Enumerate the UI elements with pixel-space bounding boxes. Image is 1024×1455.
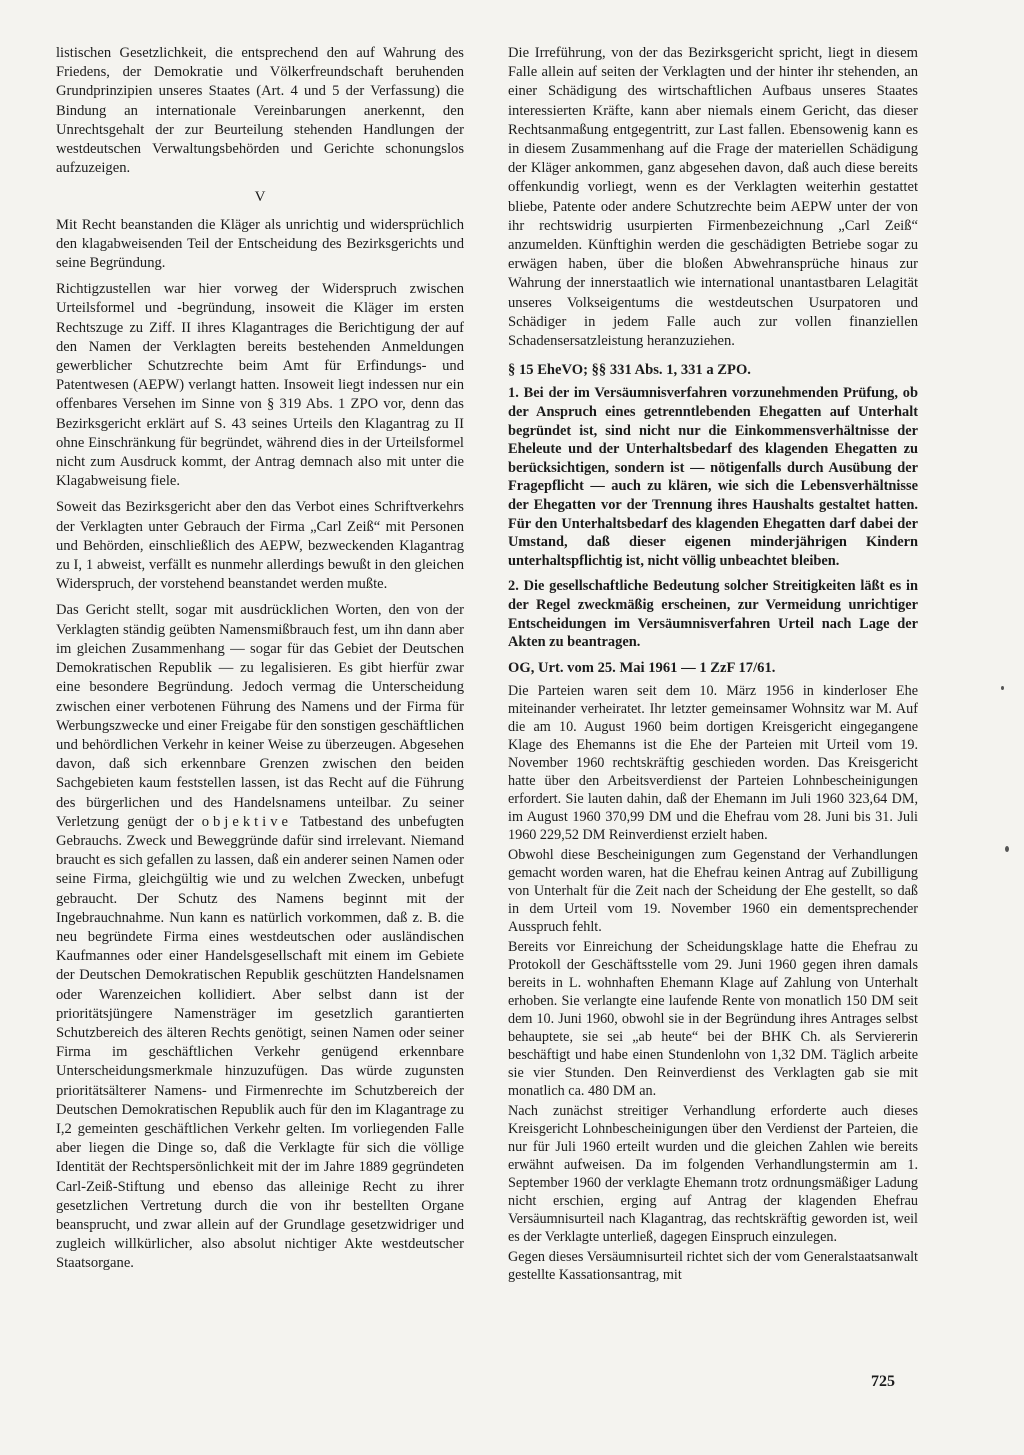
paragraph [56, 601, 464, 1273]
law-heading: § 15 EheVO; §§ 331 Abs. 1, 331 a ZPO. [508, 362, 751, 379]
scan-speck [1005, 846, 1009, 852]
headnote-1: 1. Bei der im Versäumnisverfahren vorzunehmenden Prüfung, ob der Anspruch eines getrenntlebenden Ehegatten auf Unterhalt begründet ist, sind nicht nur die Einkommensverhältnisse der Eheleute und der Unterhaltsbedarf des klagenden Ehegatten zu berücksichtigen, sondern ist — nötigenfalls durch Ausübung der Fragepflicht — auch zu klären, wie sich die Lebensverhältnisse der Ehegatten vor der Trennung ihres Haushalts gestaltet hatten. Für den Unterhaltsbedarf des klagenden Ehegatten darf dabei der Umstand, daß dieser eigenen minderjährigen Kindern unterhaltspflichtig ist, nicht völlig unbeachtet bleiben. [508, 385, 918, 569]
paragraph: Bereits vor Einreichung der Scheidungsklage hatte die Ehefrau zu Protokoll der Geschäftsstelle vom 29. Juni 1960 gegen ihren damals bereits in L. wohnhaften Ehemann Klage auf Zahlung von Unterhalt erhoben. Sie verlangte eine laufende Rente von monatlich 150 DM seit dem 10. Juni 1960, obwohl sie in der Begründung ihres Antrages selbst behauptete, sie sei „ab heute“ bei der BHK Ch. als Serviererin beschäftigt und habe einen Stundenlohn von 1,32 DM. Täglich arbeite sie vier Stunden. Den Reinverdienst des Verklagten gab sie mit monatlich ca. 480 DM an. [508, 938, 918, 1099]
paragraph: Nach zunächst streitiger Verhandlung erforderte auch dieses Kreisgericht Lohnbescheinigungen über den Verdienst der Parteien, die nur für Juli 1960 erteilt wurden und die gleichen Zahlen wie bereits erwähnt aufweisen. Da im folgenden Verhandlungstermin am 1. September 1960 der verklagte Ehemann trotz ordnungsmäßiger Ladung nicht erschien, erging auf Antrag der klagenden Ehefrau Versäumnisurteil nach Klagantrag, das rechtskräftig geworden ist, weil es der Verklagte unterließ, dagegen Einspruch einzulegen. [508, 1102, 918, 1245]
text-run: Tatbestand des unbefugten Gebrauchs. Zweck und Beweggründe dafür sind irrelevant. Niemand braucht es sich gefallen zu lassen, daß ein anderer seinen Namen oder seine Firma, gleichgültig wie und zu welchen Zwecken, unbefugt gebraucht. Der Schutz des Namens beginnt mit der Ingebrauchnahme. Nun kann es natürlich vorkommen, daß z. B. die neu begründete Firma eines westdeutschen oder ausländischen Kaufmannes oder einer Handelsgesellschaft mit einem im Gebiete der Deutschen Demokratischen Republik geschützten Handelsnamen oder Warenzeichen kollidiert. Aber selbst dann ist der prioritätsjüngere Namensträger im gesetzlich garantierten Schutzbereich des älteren Rechts genötigt, seinen Namen oder seiner Firma im geschäftlichen Verkehr genügend erkennbare Unterscheidungsmerkmale hinzuzufügen. Das würde zugunsten prioritätsälterer Namens- und Firmenrechte im Schutzbereich der Deutschen Demokratischen Republik auch für den im Klagantrage zu I,2 gemeinten geschäftlichen Verkehr gelten. Im vorliegenden Falle aber liegen die Dinge so, daß die Verklagte für sich die völlige Identität der Rechtspersönlichkeit mit der im Jahre 1889 gegründeten Carl-Zeiß-Stiftung und ebenso das alleinige Recht zu ihrer gesetzlichen Vertretung durch die von ihr bestellten Organe beansprucht, und zwar allein auf der Grundlage gesetzwidriger und zugleich willkürlicher, also absolut nichtiger Akte westdeutscher Staatsorgane. [56, 813, 464, 1272]
paragraph: Soweit das Bezirksgericht aber den das Verbot eines Schriftverkehrs der Verklagten unter Gebrauch der Firma „Carl Zeiß“ mit Personen und Behörden, einschließlich des AEPW, bezweckenden Klagantrag zu I, 1 abweist, verfällt es nunmehr allerdings bewußt in den gleichen Widerspruch, der vorstehend beanstandet werden mußte. [56, 499, 464, 593]
paragraph: listischen Gesetzlichkeit, die entsprechend den auf Wahrung des Friedens, der Demokratie und Völkerfreundschaft beruhenden Grundprinzipien unseres Staates (Art. 4 und 5 der Verfassung) die Bindung an internationale Vereinbarungen anerkennt, den Unrechtsgehalt der zur Beurteilung stehenden Handlungen der westdeutschen Verwaltungsbehörden und Gerichte schonungslos aufzuzeigen. [56, 45, 464, 177]
case-text [508, 682, 918, 1284]
court-reference: OG, Urt. vom 25. Mai 1961 — 1 ZzF 17/61. [508, 659, 776, 676]
paragraph: Mit Recht beanstanden die Kläger als unrichtig und widersprüchlich den klagabweisenden Teil der Entscheidung des Bezirksgerichts und seine Begründung. [56, 216, 464, 272]
paragraph: Die Parteien waren seit dem 10. März 1956 in kinderloser Ehe miteinander verheiratet. Ihr letzter gemeinsamer Wohnsitz war M. Auf die am 10. August 1960 beim dortigen Kreisgericht eingegangene Klage des Ehemanns ist die Ehe der Parteien mit Urteil vom 19. November 1960 rechtskräftig geschieden worden. Das Kreisgericht hatte über den Arbeitsverdienst der Parteien Lohnbescheinigungen erfordert. Sie lauten dahin, daß der Ehemann im Juli 1960 323,64 DM, im August 1960 370,99 DM und die Ehefrau vom 28. Juni bis 31. Juli 1960 229,52 DM Reinverdienst erzielt haben. [508, 682, 918, 843]
paragraph: Obwohl diese Bescheinigungen zum Gegenstand der Verhandlungen gemacht worden waren, hat die Ehefrau keinen Antrag auf Zubilligung von Unterhalt für die Zeit nach der Scheidung der Ehe gestellt, so daß in dem Urteil vom 19. November 1960 ein dementsprechender Ausspruch fehlt. [508, 846, 918, 935]
page-number: 725 [871, 1373, 895, 1390]
headnote-2: 2. Die gesellschaftliche Bedeutung solcher Streitigkeiten läßt es in der Regel zweckmäßig erscheinen, zur Vermeidung unrichtiger Entscheidungen im Versäumnisverfahren Urteil nach Lage der Akten zu beantragen. [508, 578, 918, 651]
spaced-emphasis: objektive [201, 813, 293, 830]
paragraph: Die Irreführung, von der das Bezirksgericht spricht, liegt in diesem Falle allein auf seiten der Verklagten und der hinter ihr stehenden, an einer Schädigung des wirtschaftlichen Aufbaus unseres Staates interessierten Kräfte, kann aber niemals einem Gericht, das dieser Rechtsanmaßung entgegentritt, zur Last fallen. Ebensowenig kann es in diesem Zusammenhang auf die Frage der materiellen Schädigung der Kläger ankommen, ganz abgesehen davon, daß auch diese bereits offenkundig vorliegt, wenn es der Verklagten weiterhin gestattet bliebe, Patente oder andere Schutzrechte beim AEPW unter der von ihr rechtswidrig usurpierten Firmenbezeichnung „Carl Zeiß“ anzumelden. Künftighin werden die geschädigten Betriebe sogar zu erwägen haben, über die bloßen Abwehransprüche hinaus zur Wahrung der innerstaatlich wie international unantastbaren Lelagität unseres Volkseigentums die westdeutschen Usurpatoren und Schädiger in jedem Falle auch zur vollen finanziellen Schadensersatzleistung heranzuziehen. [508, 45, 918, 350]
paragraph: Richtigzustellen war hier vorweg der Widerspruch zwischen Urteilsformel und -begründung, insoweit die Kläger im ersten Rechtszuge zu Ziff. II ihres Klagantrages die Berichtigung der auf den Namen der Verklagten bereits bestehenden Anmeldungen gewerblicher Schutzrechte beim Amt für Erfindungs- und Patentwesen (AEPW) verlangt hatten. Insoweit liegt indessen nur ein offenbares Versehen im Sinne von § 319 Abs. 1 ZPO vor, denn das Bezirksgericht erklärt auf S. 43 seines Urteils den Klagantrag zu II ohne Einschränkung für begründet, während dies in der Urteilsformel nicht zum Ausdruck kommt, der Antrag demnach also mit unter die Klagabweisung fiele. [56, 281, 464, 490]
left-column [56, 44, 464, 1281]
text-run: Das Gericht stellt, sogar mit ausdrücklichen Worten, den von der Verklagten ständig geübten Namensmißbrauch fest, um ihn dann aber im gleichen Zusammenhang — sogar für das Gebiet der Deutschen Demokratischen Republik — zu legalisieren. Es gibt hierfür zwar eine besondere Begründung. Jedoch vermag die Unterscheidung zwischen einer verbotenen Führung des Namens und der Firma für Werbungszwecke und einer Freigabe für den sonstigen geschäftlichen und behördlichen Verkehr in keiner Weise zu überzeugen. Abgesehen davon, daß sich erkennbare Grenzen zwischen den beiden Sachgebieten kaum feststellen lassen, ist das Recht auf die Führung des bürgerlichen und des Handelsnamens unteilbar. Zu seiner Verletzung genügt der [56, 602, 464, 830]
section-mark: V [254, 189, 266, 206]
paragraph: Gegen dieses Versäumnisurteil richtet sich der vom Generalstaatsanwalt gestellte Kassationsantrag, mit [508, 1248, 918, 1283]
scan-speck [1001, 686, 1004, 690]
right-column [508, 44, 918, 1286]
